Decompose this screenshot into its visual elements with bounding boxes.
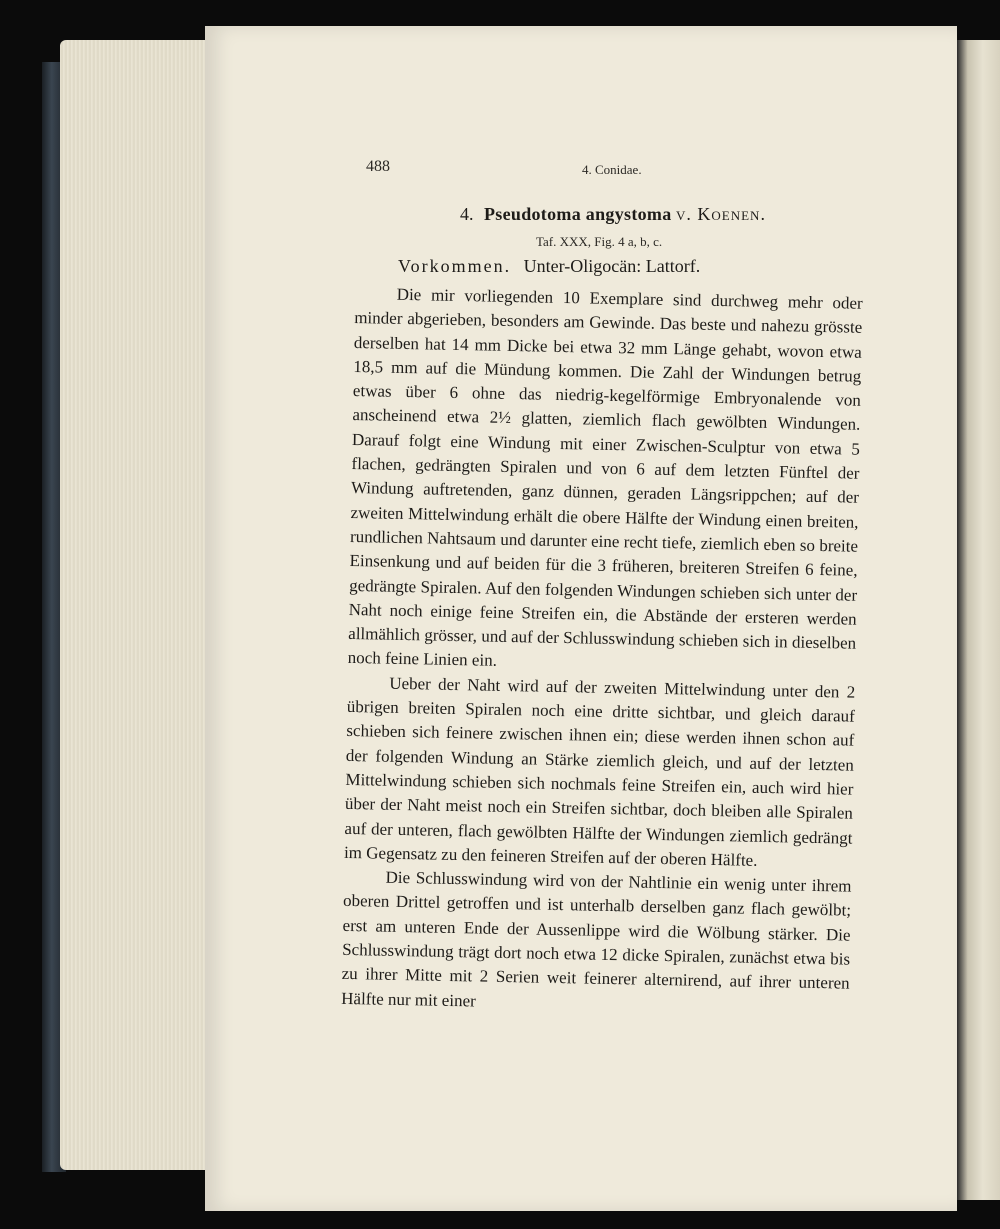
species-author: v. Koenen. [676, 204, 766, 224]
page-header [366, 158, 846, 182]
species-name: Pseudotoma angystoma [484, 204, 672, 224]
paragraph: Die mir vorliegenden 10 Exemplare sind durchweg mehr oder minder abgerieben, besonders am Gewinde. Das beste und nahezu grösste derselben hat 14 mm Dicke bei etwa 32 mm Länge gehabt, wovon etwa 18,5 mm auf die Mündung kommen. Die Zahl der Windungen betrug etwas über 6 ohne das niedrig-kegelförmige Embryonalende von anscheinend etwa 2½ glatten, ziemlich flach gewölbten Windungen. Darauf folgt eine Windung mit einer Zwischen-Sculptur von etwa 5 flachen, gedrängten Spiralen und von 6 auf dem letzten Fünftel der Windung auftretenden, ganz dünnen, geraden Längsrippchen; auf der zweiten Mittelwindung erhält die obere Hälfte der Windung einen breiten, rundlichen Nahtsaum und darunter eine recht tiefe, ziemlich eben so breite Einsenkung und auf beiden für die 3 früheren, breiteren Streifen 6 feine, gedrängte Spiralen. Auf den folgenden Windungen schieben sich unter der Naht noch einige feine Streifen ein, die Abstände der ersteren werden allmählich grösser, und auf der Schlusswindung schieben sich in dieselben noch feine Linien ein. [347, 284, 863, 671]
running-head: 4. Conidae. [582, 162, 642, 177]
plate-reference: Taf. XXX, Fig. 4 a, b, c. [536, 234, 663, 249]
body-text [341, 282, 863, 1021]
occurrence-line [398, 256, 700, 277]
paragraph: Die Schlusswindung wird von der Nahtlinie ein wenig unter ihrem oberen Drittel getroffen und ist unterhalb derselben ganz flach gewölbt; erst am unteren Ende der Aussenlippe wird die Wölbung stärker. Die Schlusswindung trägt dort noch etwa 12 dicke Spiralen, zunächst etwa bis zu ihrer Mitte mit 2 Serien weit feinerer alternirend, auf ihrer unteren Hälfte nur mit einer [341, 867, 852, 1011]
page-stack-edge [60, 40, 210, 1170]
paragraph: Ueber der Naht wird auf der zweiten Mittelwindung unter den 2 übrigen breiten Spiralen noch eine dritte sichtbar, und gleich darauf schieben sich feinere zwischen ihnen ein; diese werden ihnen schon auf der folgenden Windung an Stärke ziemlich gleich, und auf der letzten Mittelwindung schieben sich nochmals feine Streifen ein, auch wird hier über der Naht meist noch ein Streifen sichtbar, doch bleiben alle Spiralen auf der unteren, flach gewölbten Hälfte der Windungen ziemlich gedrängt im Gegensatz zu den feineren Streifen auf der oberen Hälfte. [343, 673, 856, 870]
occurrence-label: Vorkommen. [398, 256, 512, 276]
species-heading [460, 204, 860, 225]
occurrence-text: Unter-Oligocän: Lattorf. [523, 256, 701, 276]
page-number: 488 [366, 158, 390, 175]
facing-page-edge [957, 40, 1000, 1200]
species-number: 4. [460, 204, 474, 224]
